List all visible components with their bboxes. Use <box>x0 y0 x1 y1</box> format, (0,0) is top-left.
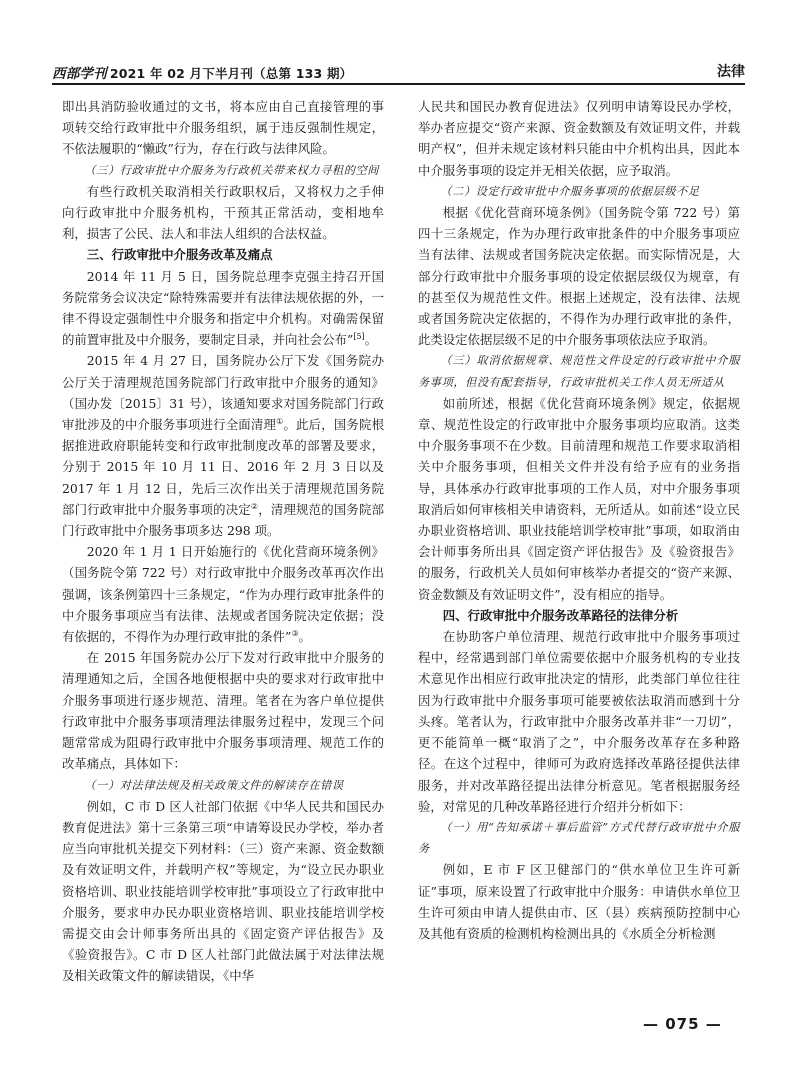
paragraph <box>62 350 384 541</box>
subsection-heading: （一）对法律法规及相关政策文件的解读存在错误 <box>84 778 344 792</box>
section-heading: 三、行政审批中介服务改革及痛点 <box>86 247 273 263</box>
paragraph-text: ，清理规范的国务院部门行政审批中介服务事项多达 298 项。 <box>62 501 385 539</box>
citation-ref: [5] <box>353 332 365 342</box>
section-label: 法律 <box>717 64 745 80</box>
paragraph-text: 。 <box>298 629 311 645</box>
journal-masthead <box>52 62 352 82</box>
paragraph: 例如，C 市 D 区人社部门依据《中华人民共和国民办教育促进法》第十三条第三项“申请筹设民办学校，举办者应当向审批机关提交下列材料：（三）资产来源、资金数额及有效证明文件，并载明产权”等规定，为“设立民办职业资格培训、职业技能培训学校审批”事项设立了行政审批中介服务，要求申办民办职业资格培训、职业技能培训学校需提交由会计师事务所出具的《固定资产评估报告》及《验资报告》。C 市 D 区人社部门此做法属于对法律法规及相关政策文件的解读错误，《中华 <box>62 798 384 984</box>
paragraph: 在协助客户单位清理、规范行政审批中介服务事项过程中，经常遇到部门单位需要依据中介服务机构的专业技术意见作出相应行政审批决定的情形，此类部门单位往往因为行政审批中介服务事项可能要被依法取消而感到十分头疼。笔者认为，行政审批中介服务改革并非“一刀切”，更不能简单一概“取消了之”，中介服务改革存在多种路径。在这个过程中，律师可为政府选择改革路径提供法律服务，并对改革路径提出法律分析意见。笔者根据服务经验，对常见的几种改革路径进行介绍并分析如下： <box>418 629 740 814</box>
page-number: — 075 — <box>643 1015 722 1033</box>
header-rule <box>52 83 745 85</box>
issue-info: 2021 年 02 月下半月刊（总第 133 期） <box>109 66 353 81</box>
paragraph: 如前所述，根据《优化营商环境条例》规定，依据规章、规范性设定的行政审批中介服务事项均应取消。这类中介服务事项不在少数。目前清理和规范工作要求取消相关中介服务事项，但相关文件并没有给予应有的业务指导，具体承办行政审批事项的工作人员，对中介服务事项取消后如何审核相关申请资料，无所适从。如前述“设立民办职业资格培训、职业技能培训学校审批”事项，如取消由会计师事务所出具《固定资产评估报告》及《验资报告》的服务，行政机关人员如何审核举办者提交的“资产来源、资金数额及有效证明文件”，没有相应的指导。 <box>418 395 740 602</box>
subsection-heading: （一）用“告知承诺＋事后监管”方式代替行政审批中介服务 <box>418 820 740 856</box>
subsection-heading: （二）设定行政审批中介服务事项的依据层级不足 <box>440 184 700 198</box>
paragraph: 例如，E 市 F 区卫健部门的“供水单位卫生许可新证”事项，原来设置了行政审批中介服务：申请供水单位卫生许可须由申请人提供由市、区（县）疾病预防控制中心及其他有资质的检测机构检测出具的《水质全分析检测 <box>418 862 740 941</box>
subsection-heading: （三）行政审批中介服务为行政机关带来权力寻租的空间 <box>84 163 380 177</box>
paragraph <box>62 541 384 647</box>
right-column <box>418 96 740 944</box>
paragraph: 根据《优化营商环境条例》（国务院令第 722 号）第四十三条规定，作为办理行政审批条件的中介服务事项应当有法律、法规或者国务院决定依据。而实际情况是，大部分行政审批中介服务事项的设定依据层级仅为规章，有的甚至仅为规范性文件。根据上述规定，没有法律、法规或者国务院决定依据的，不得作为办理行政审批的条件，此类设定依据层级不足的中介服务事项依法应予取消。 <box>418 205 740 348</box>
footnote-ref: ② <box>250 501 259 511</box>
paragraph <box>62 266 384 351</box>
paragraph-text: 。 <box>364 332 378 348</box>
paragraph-text: 2014 年 11 月 5 日，国务院总理李克强主持召开国务院常务会议决定“除特殊需要并有法律法规依据的外，一律不得设定强制性中介服务和指定中介机构。对确需保留的前置审批及中介服务，要制定目录，并向社会公布” <box>62 268 384 348</box>
left-column <box>62 96 384 987</box>
section-heading: 四、行政审批中介服务改革路径的法律分析 <box>442 607 679 623</box>
paragraph: 即出具消防验收通过的文书，将本应由自己直接管理的事项转交给行政审批中介服务组织，属于违反强制性规定，不依法履职的“懒政”行为，存在行政与法律风险。 <box>62 99 384 157</box>
paragraph: 在 2015 年国务院办公厅下发对行政审批中介服务的清理通知之后，全国各地便根据中央的要求对行政审批中介服务事项进行逐步规范、清理。笔者在为客户单位提供行政审批中介服务事项清理法律服务过程中，发现三个问题常常成为阻碍行政审批中介服务事项清理、规范工作的改革痛点，具体如下： <box>62 650 384 772</box>
journal-logo: 西部学刊 <box>52 66 107 82</box>
subsection-heading: （三）取消依据规章、规范性文件设定的行政审批中介服务事项，但没有配套指导，行政审批机关工作人员无所适从 <box>418 354 740 389</box>
footnote-ref: ③ <box>291 628 299 638</box>
page-header <box>52 62 745 84</box>
paragraph: 有些行政机关取消相关行政职权后，又将权力之手伸向行政审批中介服务机构，干预其正常活动，变相地牟利，损害了公民、法人和非法人组织的合法权益。 <box>62 183 384 242</box>
paragraph: 人民共和国民办教育促进法》仅列明申请筹设民办学校，举办者应提交“资产来源、资金数额及有效证明文件，并载明产权”，但并未规定该材料只能由中介机构出具，因此本中介服务事项的设定并无相关依据，应予取消。 <box>418 99 740 178</box>
paragraph-text: 2015 年 4 月 27 日，国务院办公厅下发《国务院办公厅关于清理规范国务院部门行政审批中介服务的通知》（国办发〔2015〕31 号），该通知要求对国务院部门行政审批涉及的中介服务事项进行全面清理 <box>62 353 384 433</box>
paragraph-text: 。此后，国务院根据推进政府职能转变和行政审批制度改革的部署及要求，分别于 2015 年 10 月 11 日、2016 年 2 月 3 日以及 2017 年 1 月 12 日，先后三次作出关于清理规范国务院部门行政审批中介服务事项的决定 <box>62 417 385 517</box>
footnote-ref: ① <box>276 416 284 426</box>
paragraph-text: 2020 年 1 月 1 日开始施行的《优化营商环境条例》（国务院令第 722 号）对行政审批中介服务改革再次作出强调，该条例第四十三条规定，“作为办理行政审批条件的中介服务事项应当有法律、法规或者国务院决定依据；没有依据的，不得作为办理行政审批的条件” <box>62 544 384 645</box>
